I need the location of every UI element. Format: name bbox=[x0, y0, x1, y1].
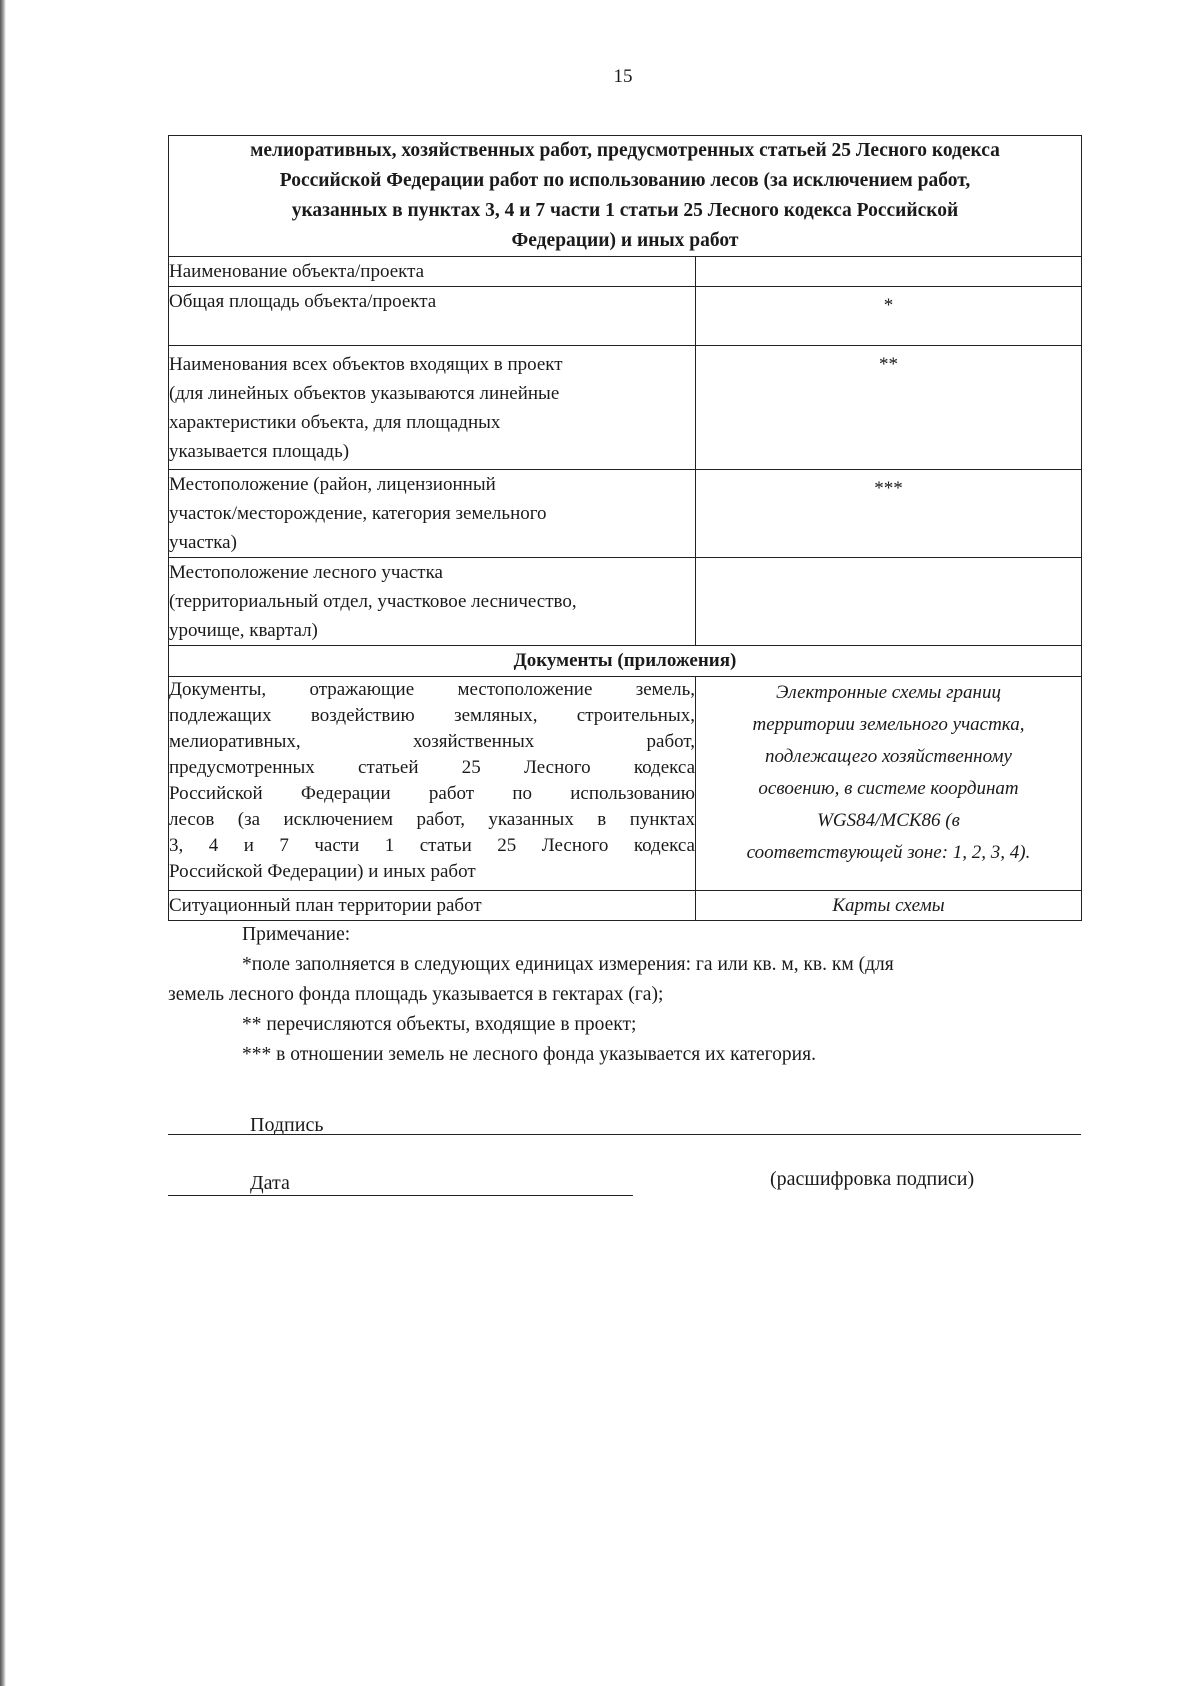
doc-label-line: Документы, отражающие местоположение земель, bbox=[169, 679, 695, 700]
notes-title: Примечание: bbox=[242, 924, 351, 945]
doc-value-line: Электронные схемы границ bbox=[776, 682, 1001, 703]
plan-value: Карты схемы bbox=[696, 891, 1082, 921]
application-form-table bbox=[168, 135, 1082, 921]
note-3: *** в отношении земель не лесного фонда указывается их категория. bbox=[242, 1044, 816, 1065]
table-header bbox=[169, 136, 1082, 257]
row-label bbox=[169, 558, 696, 646]
row-label-line: Наименования всех объектов входящих в проект bbox=[169, 354, 563, 375]
signature-line[interactable] bbox=[168, 1133, 1081, 1135]
date-line[interactable] bbox=[168, 1194, 633, 1196]
table-row bbox=[169, 677, 1082, 891]
doc-label-line: мелиоративных, хозяйственных работ, bbox=[169, 731, 695, 752]
row-value[interactable] bbox=[696, 558, 1082, 646]
row-label-line: урочище, квартал) bbox=[169, 620, 318, 641]
doc-label-line: Российской Федерации) и иных работ bbox=[169, 861, 476, 882]
row-value[interactable] bbox=[696, 346, 1082, 470]
row-label: Наименование объекта/проекта bbox=[169, 257, 696, 287]
section-title: Документы (приложения) bbox=[169, 646, 1082, 677]
doc-value-line: соответствующей зоне: 1, 2, 3, 4). bbox=[746, 842, 1031, 863]
note-1-line: *поле заполняется в следующих единицах измерения: га или кв. м, кв. км (для bbox=[242, 954, 894, 975]
row-value-text: *** bbox=[874, 478, 903, 499]
plan-label: Ситуационный план территории работ bbox=[169, 891, 696, 921]
date-label: Дата bbox=[250, 1172, 290, 1194]
doc-value-line: освоению, в системе координат bbox=[758, 778, 1019, 799]
row-label bbox=[169, 346, 696, 470]
row-value[interactable] bbox=[696, 470, 1082, 558]
note-2: ** перечисляются объекты, входящие в проект; bbox=[242, 1014, 637, 1035]
row-label-line: участка) bbox=[169, 532, 237, 553]
documents-value bbox=[696, 677, 1082, 891]
row-label bbox=[169, 470, 696, 558]
doc-label-line: лесов (за исключением работ, указанных в пунктах bbox=[169, 809, 695, 830]
doc-label-line: 3, 4 и 7 части 1 статьи 25 Лесного кодекса bbox=[169, 835, 695, 856]
table-row bbox=[169, 287, 1082, 346]
page-number: 15 bbox=[613, 66, 633, 87]
note-1-line: земель лесного фонда площадь указывается в гектарах (га); bbox=[168, 984, 664, 1005]
row-label-line: Местоположение лесного участка bbox=[169, 562, 443, 583]
row-label: Общая площадь объекта/проекта bbox=[169, 287, 696, 346]
table-row bbox=[169, 470, 1082, 558]
table-row bbox=[169, 558, 1082, 646]
doc-label-line: предусмотренных статьей 25 Лесного кодекса bbox=[169, 757, 695, 778]
doc-value-line: подлежащего хозяйственному bbox=[765, 746, 1012, 767]
row-label-line: (для линейных объектов указываются линейные bbox=[169, 383, 560, 404]
row-value-text: * bbox=[883, 295, 894, 316]
signature-label: Подпись bbox=[250, 1114, 324, 1136]
row-value[interactable] bbox=[696, 257, 1082, 287]
row-label-line: Местоположение (район, лицензионный bbox=[169, 474, 496, 495]
doc-label-line: Российской Федерации работ по использованию bbox=[169, 783, 695, 804]
note-1 bbox=[168, 950, 1081, 1010]
table-row bbox=[169, 257, 1082, 287]
signature-decoding-label: (расшифровка подписи) bbox=[770, 1168, 975, 1190]
row-label-line: указывается площадь) bbox=[169, 441, 350, 462]
row-value-text: ** bbox=[879, 354, 898, 375]
row-label-line: участок/месторождение, категория земельного bbox=[169, 503, 547, 524]
header-line: Российской Федерации работ по использованию лесов (за исключением работ, bbox=[279, 170, 971, 191]
header-line: указанных в пунктах 3, 4 и 7 части 1 статьи 25 Лесного кодекса Российской bbox=[291, 200, 959, 221]
table-row bbox=[169, 891, 1082, 921]
doc-label-line: подлежащих воздействию земляных, строительных, bbox=[169, 705, 695, 726]
table-row bbox=[169, 346, 1082, 470]
documents-label bbox=[169, 677, 696, 891]
doc-value-line: территории земельного участка, bbox=[752, 714, 1025, 735]
row-value[interactable] bbox=[696, 287, 1082, 346]
header-line: Федерации) и иных работ bbox=[511, 230, 739, 251]
scan-edge bbox=[0, 0, 6, 1686]
row-label-line: характеристики объекта, для площадных bbox=[169, 412, 501, 433]
notes bbox=[168, 920, 1081, 1070]
doc-value-line: WGS84/МСК86 (в bbox=[817, 810, 960, 831]
row-label-line: (территориальный отдел, участковое лесничество, bbox=[169, 591, 577, 612]
table-header-row bbox=[169, 136, 1082, 257]
header-line: мелиоративных, хозяйственных работ, предусмотренных статьей 25 Лесного кодекса bbox=[250, 140, 1000, 161]
section-title-row bbox=[169, 646, 1082, 677]
